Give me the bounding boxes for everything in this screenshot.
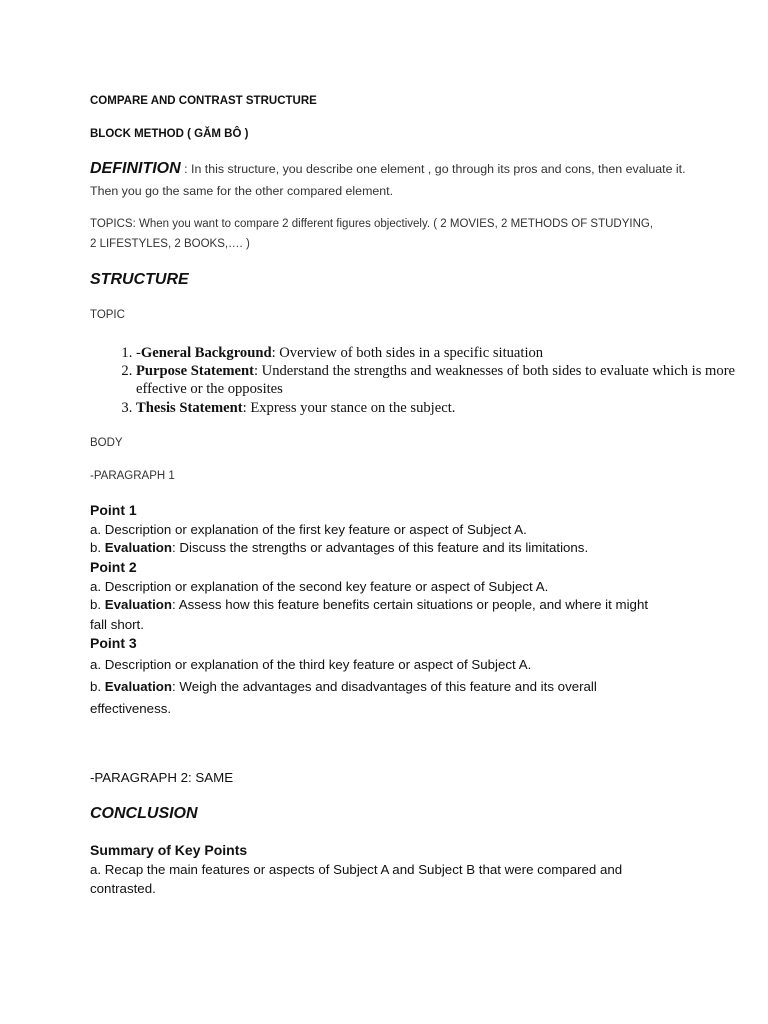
point-2-evaluation-cont: fall short. [90,617,144,632]
topic-item-text: : Express your stance on the subject. [242,399,456,416]
paragraph-2-label: -PARAGRAPH 2: SAME [90,770,234,785]
point-2-evaluation [90,597,648,612]
definition-line-2: Then you go the same for the other compared element. [90,184,394,198]
topic-label: TOPIC [90,309,125,321]
definition-text-1: : In this structure, you describe one element , go through its pros and cons, then evaluate it. [180,162,686,176]
evaluation-label: Evaluation [104,597,173,612]
paragraph-1-label: -PARAGRAPH 1 [90,470,175,482]
summary-heading: Summary of Key Points [90,842,248,858]
evaluation-text: : Discuss the strengths or advantages of this feature and its limitations. [172,540,589,555]
topics-line-1: TOPICS: When you want to compare 2 different figures objectively. ( 2 MOVIES, 2 METHODS OF STUDYING, [90,218,654,230]
point-1-evaluation [90,540,588,555]
topic-item-bold: Thesis Statement [136,399,243,416]
evaluation-prefix: b. [90,679,105,694]
point-1-title: Point 1 [90,502,137,518]
definition-line-1 [90,160,686,178]
topic-item-general-background [136,344,736,362]
point-1-description: a. Description or explanation of the first key feature or aspect of Subject A. [90,522,527,537]
conclusion-heading: CONCLUSION [90,805,198,822]
evaluation-text: : Weigh the advantages and disadvantages of this feature and its overall [172,679,597,694]
summary-line-2: contrasted. [90,881,156,896]
topic-item-bold: General Background [140,345,272,361]
topic-item-bold: Purpose Statement [136,363,254,380]
point-3-evaluation [90,679,597,694]
evaluation-text: : Assess how this feature benefits certain situations or people, and where it might [172,597,649,612]
evaluation-prefix: b. [90,597,105,612]
structure-heading: STRUCTURE [90,271,189,288]
topic-item-thesis-statement [136,399,736,417]
document-subtitle: BLOCK METHOD ( GĂM BÔ ) [90,128,249,140]
point-2-title: Point 2 [90,559,137,575]
topic-list [90,344,736,417]
point-3-evaluation-cont: effectiveness. [90,701,172,716]
evaluation-prefix: b. [90,540,105,555]
document-title: COMPARE AND CONTRAST STRUCTURE [90,95,317,107]
definition-label: DEFINITION [90,160,181,177]
evaluation-label: Evaluation [104,679,173,694]
topics-line-2: 2 LIFESTYLES, 2 BOOKS,…. ) [90,238,250,250]
topic-item-purpose-statement [136,362,736,398]
summary-line-1: a. Recap the main features or aspects of Subject A and Subject B that were compared and [90,862,623,877]
body-label: BODY [90,437,123,449]
evaluation-label: Evaluation [104,540,173,555]
point-3-description: a. Description or explanation of the third key feature or aspect of Subject A. [90,657,532,672]
topic-item-text: : Overview of both sides in a specific situation [271,345,544,361]
point-2-description: a. Description or explanation of the second key feature or aspect of Subject A. [90,579,549,594]
topic-item-text: : Understand the strengths and weaknesses of both sides to evaluate which is more effective or the opposites [136,363,736,398]
topic-item-prefix: - [136,345,141,361]
point-3-title: Point 3 [90,635,137,651]
